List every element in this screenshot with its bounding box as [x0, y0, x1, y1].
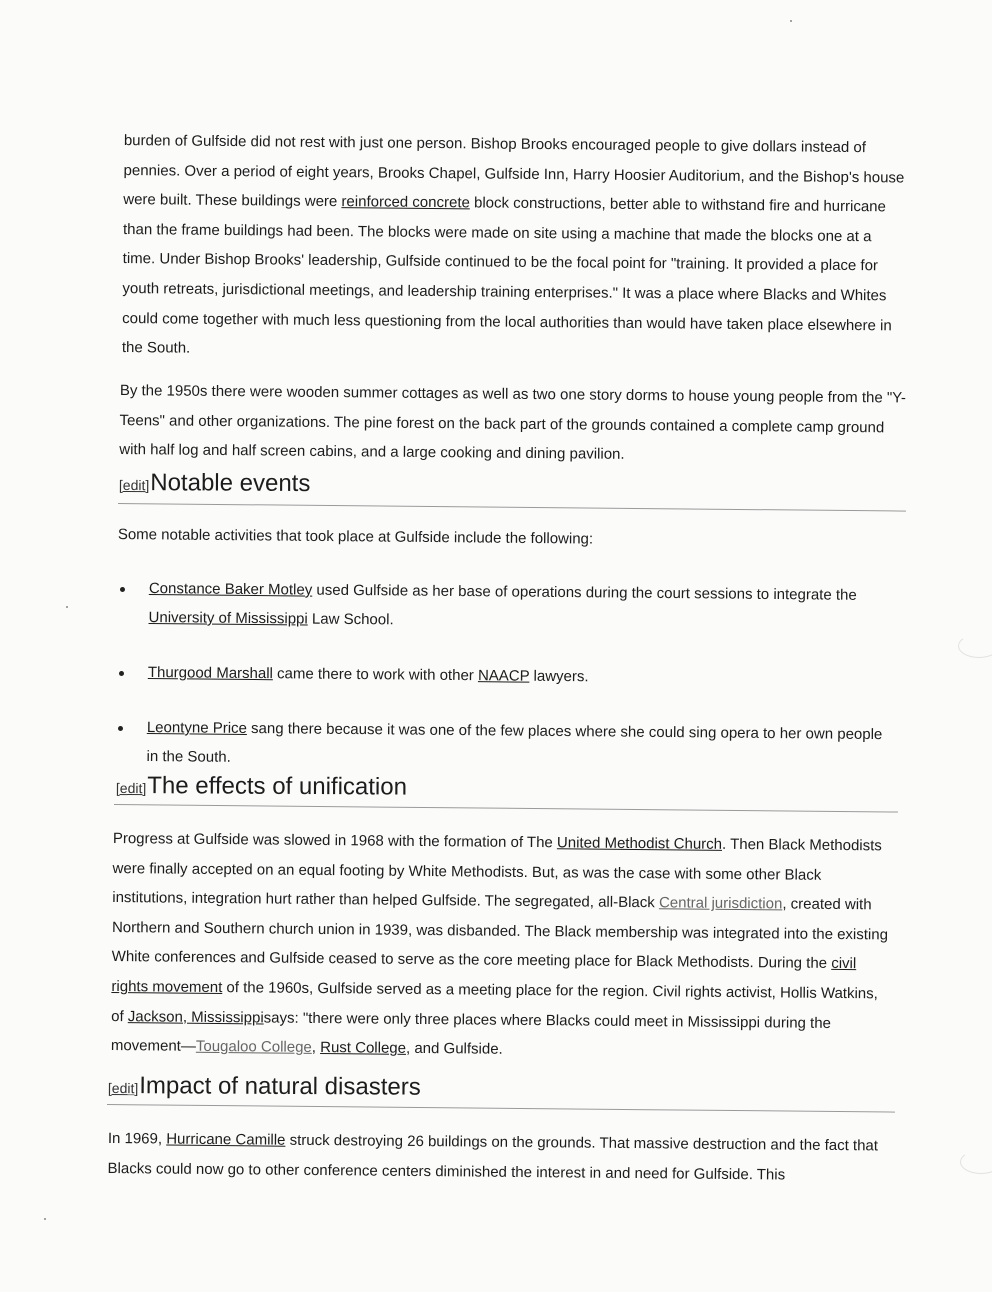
list-item-price: Leontyne Price sang there because it was one of the few places where she could sing opera to her own people in the South.: [146, 718, 883, 766]
link-rust-college[interactable]: Rust College: [320, 1039, 407, 1057]
paragraph-cottages: By the 1950s there were wooden summer cottages as well as two one story dorms to house young people from the "Y-Teens" and other organizations. The pine forest on the back part of the grounds contained a complete camp ground with half log and half screen cabins, and a large cooking and dining pavilion.: [119, 381, 906, 464]
link-naacp[interactable]: NAACP: [477, 667, 530, 685]
divider-natural-disasters: [107, 1104, 895, 1113]
heading-notable-events: [edit]Notable events: [118, 469, 311, 498]
link-thurgood-marshall[interactable]: Thurgood Marshall: [147, 663, 273, 683]
scan-speck: [66, 606, 68, 608]
link-united-methodist-church[interactable]: United Methodist Church: [556, 834, 723, 853]
paragraph-unification: Progress at Gulfside was slowed in 1968 with the formation of The United Methodist Church. Then Black Methodists were finally accepted on an equal footing by White Methodists. But, as was the case with some other Black institutions, integration hurt rather than helped Gulfside. The segregated, all-Black Central jurisdiction, created with Northern and Southern church union in 1939, was disbanded. The Black membership was integrated into the existing White conferences and Gulfside ceased to serve as the core meeting place for Black Methodists. During the civil rights movement of the 1960s, Gulfside served as a meeting place for the region. Civil rights activist, Hollis Watkins, of Jackson, Mississippisays: "there were only three places where Blacks could meet in Mississippi during the movement—Tougaloo College, Rust College, and Gulfside.: [110, 829, 889, 1058]
edit-link-natural-disasters[interactable]: [edit]: [107, 1079, 139, 1097]
link-university-of-mississippi[interactable]: University of Mississippi: [148, 608, 308, 628]
scan-speck: [790, 20, 792, 22]
link-leontyne-price[interactable]: Leontyne Price: [146, 718, 248, 737]
bullet-1: [120, 587, 125, 592]
scan-hole-mark: [958, 634, 992, 658]
link-civil-rights-movement[interactable]: civil rights movement: [111, 955, 857, 997]
edit-link-unification[interactable]: [edit]: [115, 779, 147, 797]
divider-notable-events: [118, 503, 906, 512]
paragraph-construction: burden of Gulfside did not rest with just one person. Bishop Brooks encouraged people to give dollars instead of pennies. Over a period of eight years, Brooks Chapel, Gulfside Inn, Harry Hoosier Auditorium, and the Bishop's house were built. These buildings were reinforced concrete block constructions, better able to withstand fire and hurricane than the frame buildings had been. The blocks were made on site using a machine that made the blocks one at a time. Under Bishop Brooks' leadership, Gulfside continued to be the focal point for "training. It provided a place for youth retreats, jurisdictional meetings, and leadership training enterprises." It was a place where Blacks and Whites could come together with much less questioning from the local authorities than would have taken place elsewhere in the South.: [121, 131, 905, 357]
heading-natural-disasters: [edit]Impact of natural disasters: [107, 1072, 421, 1101]
link-jackson-mississippi[interactable]: Jackson, Mississippi: [127, 1007, 264, 1027]
link-tougaloo-college[interactable]: Tougaloo College: [195, 1037, 312, 1057]
divider-unification: [114, 804, 898, 813]
notable-intro: Some notable activities that took place at Gulfside include the following:: [117, 525, 594, 548]
heading-effects-of-unification: [edit]The effects of unification: [115, 772, 408, 801]
list-item-motley: Constance Baker Motley used Gulfside as her base of operations during the court sessions to integrate the University of Mississippi Law School.: [148, 579, 857, 629]
link-central-jurisdiction[interactable]: Central jurisdiction: [658, 894, 783, 913]
scan-hole-mark: [960, 1150, 992, 1174]
link-constance-baker-motley[interactable]: Constance Baker Motley: [148, 579, 313, 599]
scan-speck: [44, 1218, 46, 1220]
link-reinforced-concrete[interactable]: reinforced concrete: [341, 193, 470, 212]
edit-link-notable-events[interactable]: [edit]: [118, 476, 150, 494]
bullet-3: [118, 726, 123, 731]
bullet-2: [119, 671, 124, 676]
link-hurricane-camille[interactable]: Hurricane Camille: [166, 1130, 286, 1149]
list-item-marshall: Thurgood Marshall came there to work with other NAACP lawyers.: [147, 663, 589, 686]
paragraph-disasters: In 1969, Hurricane Camille struck destroying 26 buildings on the grounds. That massive destruction and the fact that Blacks could now go to other conference centers diminished the interest in and need for Gulfside. This: [107, 1129, 879, 1184]
